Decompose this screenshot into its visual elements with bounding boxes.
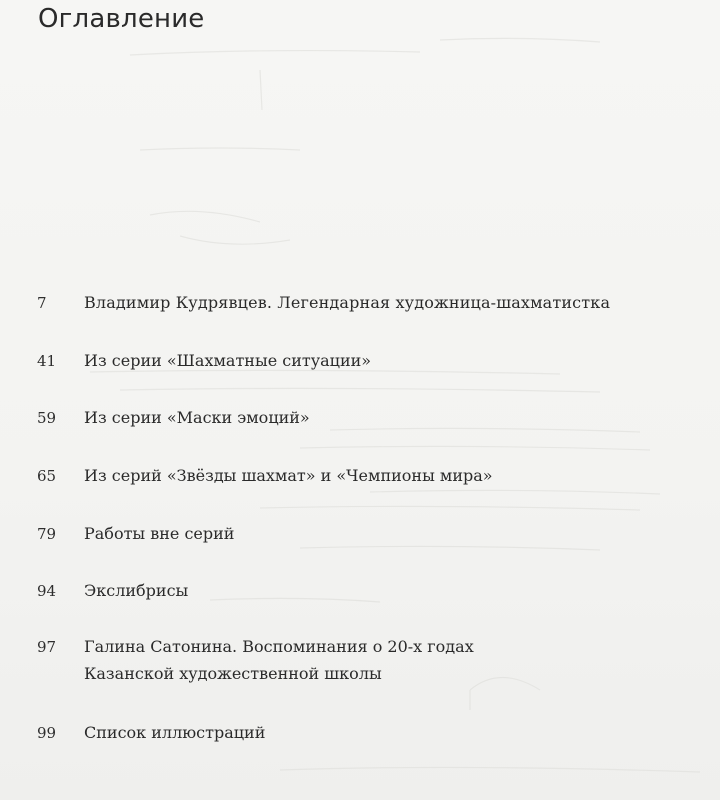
toc-entry-title <box>84 520 704 547</box>
toc-page-number: 79 <box>37 525 57 543</box>
toc-page-number: 41 <box>37 352 57 370</box>
toc-entry-line: Владимир Кудрявцев. Легендарная художница-шахматистка <box>84 293 611 312</box>
toc-entry-line: Экслибрисы <box>84 581 189 600</box>
page-title: Оглавление <box>38 4 205 34</box>
toc-entry-title <box>84 347 704 374</box>
toc-entry-title <box>84 633 704 687</box>
toc-entry-title <box>84 462 704 489</box>
toc-entry-title <box>84 719 704 746</box>
toc-entry-line: Галина Сатонина. Воспоминания о 20-х годах <box>84 637 474 656</box>
toc-entry-title <box>84 404 704 431</box>
toc-entry-title <box>84 577 704 604</box>
toc-entry-line: Список иллюстраций <box>84 723 266 742</box>
toc-page-number: 65 <box>37 467 57 485</box>
toc-page-number: 99 <box>37 724 57 742</box>
toc-entry-line: Из серии «Шахматные ситуации» <box>84 351 372 370</box>
toc-entry-line: Из серии «Маски эмоций» <box>84 408 310 427</box>
toc-entry-title <box>84 289 704 316</box>
toc-page-number: 7 <box>37 294 47 312</box>
toc-page-number: 94 <box>37 582 57 600</box>
toc-page-number: 97 <box>37 638 57 656</box>
toc-entry-line: Работы вне серий <box>84 524 235 543</box>
toc-page-number: 59 <box>37 409 57 427</box>
toc-entry-line: Казанской художественной школы <box>84 664 382 683</box>
toc-entry-line: Из серий «Звёзды шахмат» и «Чемпионы мира» <box>84 466 493 485</box>
